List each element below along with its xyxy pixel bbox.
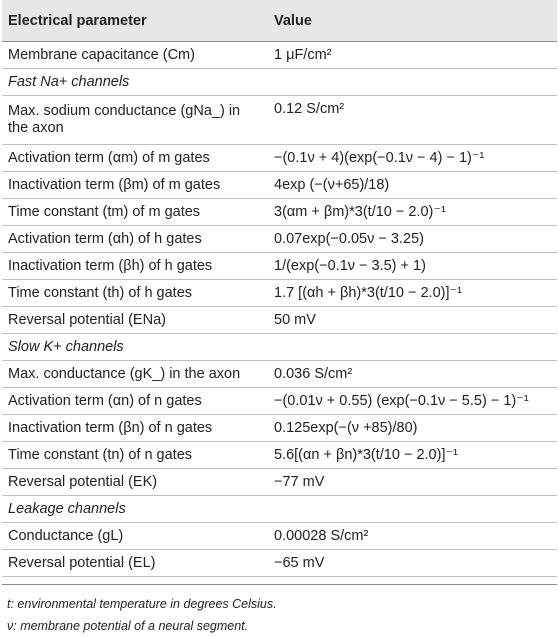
row-parameter: Activation term (αh) of h gates xyxy=(2,226,268,253)
row-parameter: Inactivation term (βm) of m gates xyxy=(2,172,268,199)
row-value: 0.12 S/cm² xyxy=(268,96,557,145)
row-value: 5.6[(αn + βn)*3(t/10 − 2.0)]⁻¹ xyxy=(268,442,557,469)
table-row xyxy=(2,172,557,199)
footnote-temperature: t: environmental temperature in degrees Celsius. xyxy=(7,597,277,611)
row-value: 0.07exp(−0.05ν − 3.25) xyxy=(268,226,557,253)
row-value: −(0.01ν + 0.55) (exp(−0.1ν − 5.5) − 1)⁻¹ xyxy=(268,388,557,415)
bottom-rule-cell xyxy=(268,577,557,585)
table-row xyxy=(2,226,557,253)
section-row xyxy=(2,496,557,523)
row-value: −65 mV xyxy=(268,550,557,577)
table-row xyxy=(2,523,557,550)
row-value: 1/(exp(−0.1ν − 3.5) + 1) xyxy=(268,253,557,280)
table-row xyxy=(2,199,557,226)
section-row xyxy=(2,69,557,96)
row-value: 0.125exp(−(ν +85)/80) xyxy=(268,415,557,442)
section-label: Fast Na+ channels xyxy=(2,69,268,96)
row-parameter: Time constant (tm) of m gates xyxy=(2,199,268,226)
header-parameter: Electrical parameter xyxy=(2,0,268,42)
table-row xyxy=(2,280,557,307)
row-value: −77 mV xyxy=(268,469,557,496)
table-row xyxy=(2,442,557,469)
row-value: 1 μF/cm² xyxy=(268,42,557,69)
table-row xyxy=(2,388,557,415)
section-label: Leakage channels xyxy=(2,496,268,523)
row-parameter: Max. sodium conductance (gNa_) in the axon xyxy=(2,96,268,145)
row-parameter: Membrane capacitance (Cm) xyxy=(2,42,268,69)
table-header-row xyxy=(2,0,557,42)
footnote-membrane-potential: ν: membrane potential of a neural segment. xyxy=(7,619,249,633)
row-value: −(0.1ν + 4)(exp(−0.1ν − 4) − 1)⁻¹ xyxy=(268,145,557,172)
bottom-rule-cell xyxy=(2,577,268,585)
row-parameter: Time constant (tn) of n gates xyxy=(2,442,268,469)
row-parameter: Activation term (αm) of m gates xyxy=(2,145,268,172)
row-parameter: Reversal potential (ENa) xyxy=(2,307,268,334)
section-label: Slow K+ channels xyxy=(2,334,268,361)
row-parameter: Conductance (gL) xyxy=(2,523,268,550)
row-value xyxy=(268,69,557,96)
row-parameter: Reversal potential (EK) xyxy=(2,469,268,496)
header-value: Value xyxy=(268,0,557,42)
table-row xyxy=(2,361,557,388)
row-parameter: Reversal potential (EL) xyxy=(2,550,268,577)
table-bottom-rule xyxy=(2,577,557,585)
row-value: 1.7 [(αh + βh)*3(t/10 − 2.0)]⁻¹ xyxy=(268,280,557,307)
table-row xyxy=(2,253,557,280)
row-parameter: Activation term (αn) of n gates xyxy=(2,388,268,415)
section-row xyxy=(2,334,557,361)
table-row xyxy=(2,415,557,442)
row-value: 0.036 S/cm² xyxy=(268,361,557,388)
row-parameter: Max. conductance (gK_) in the axon xyxy=(2,361,268,388)
row-value xyxy=(268,496,557,523)
row-value xyxy=(268,334,557,361)
row-value: 0.00028 S/cm² xyxy=(268,523,557,550)
row-parameter: Time constant (th) of h gates xyxy=(2,280,268,307)
table-footnotes xyxy=(7,593,559,637)
table-row xyxy=(2,145,557,172)
table-row xyxy=(2,550,557,577)
row-value: 3(αm + βm)*3(t/10 − 2.0)⁻¹ xyxy=(268,199,557,226)
row-parameter: Inactivation term (βh) of h gates xyxy=(2,253,268,280)
table-row xyxy=(2,307,557,334)
parameter-table xyxy=(2,0,557,585)
row-parameter: Inactivation term (βn) of n gates xyxy=(2,415,268,442)
table-row xyxy=(2,42,557,69)
table-row xyxy=(2,96,557,145)
row-value: 50 mV xyxy=(268,307,557,334)
table-row xyxy=(2,469,557,496)
row-value: 4exp (−(ν+65)/18) xyxy=(268,172,557,199)
